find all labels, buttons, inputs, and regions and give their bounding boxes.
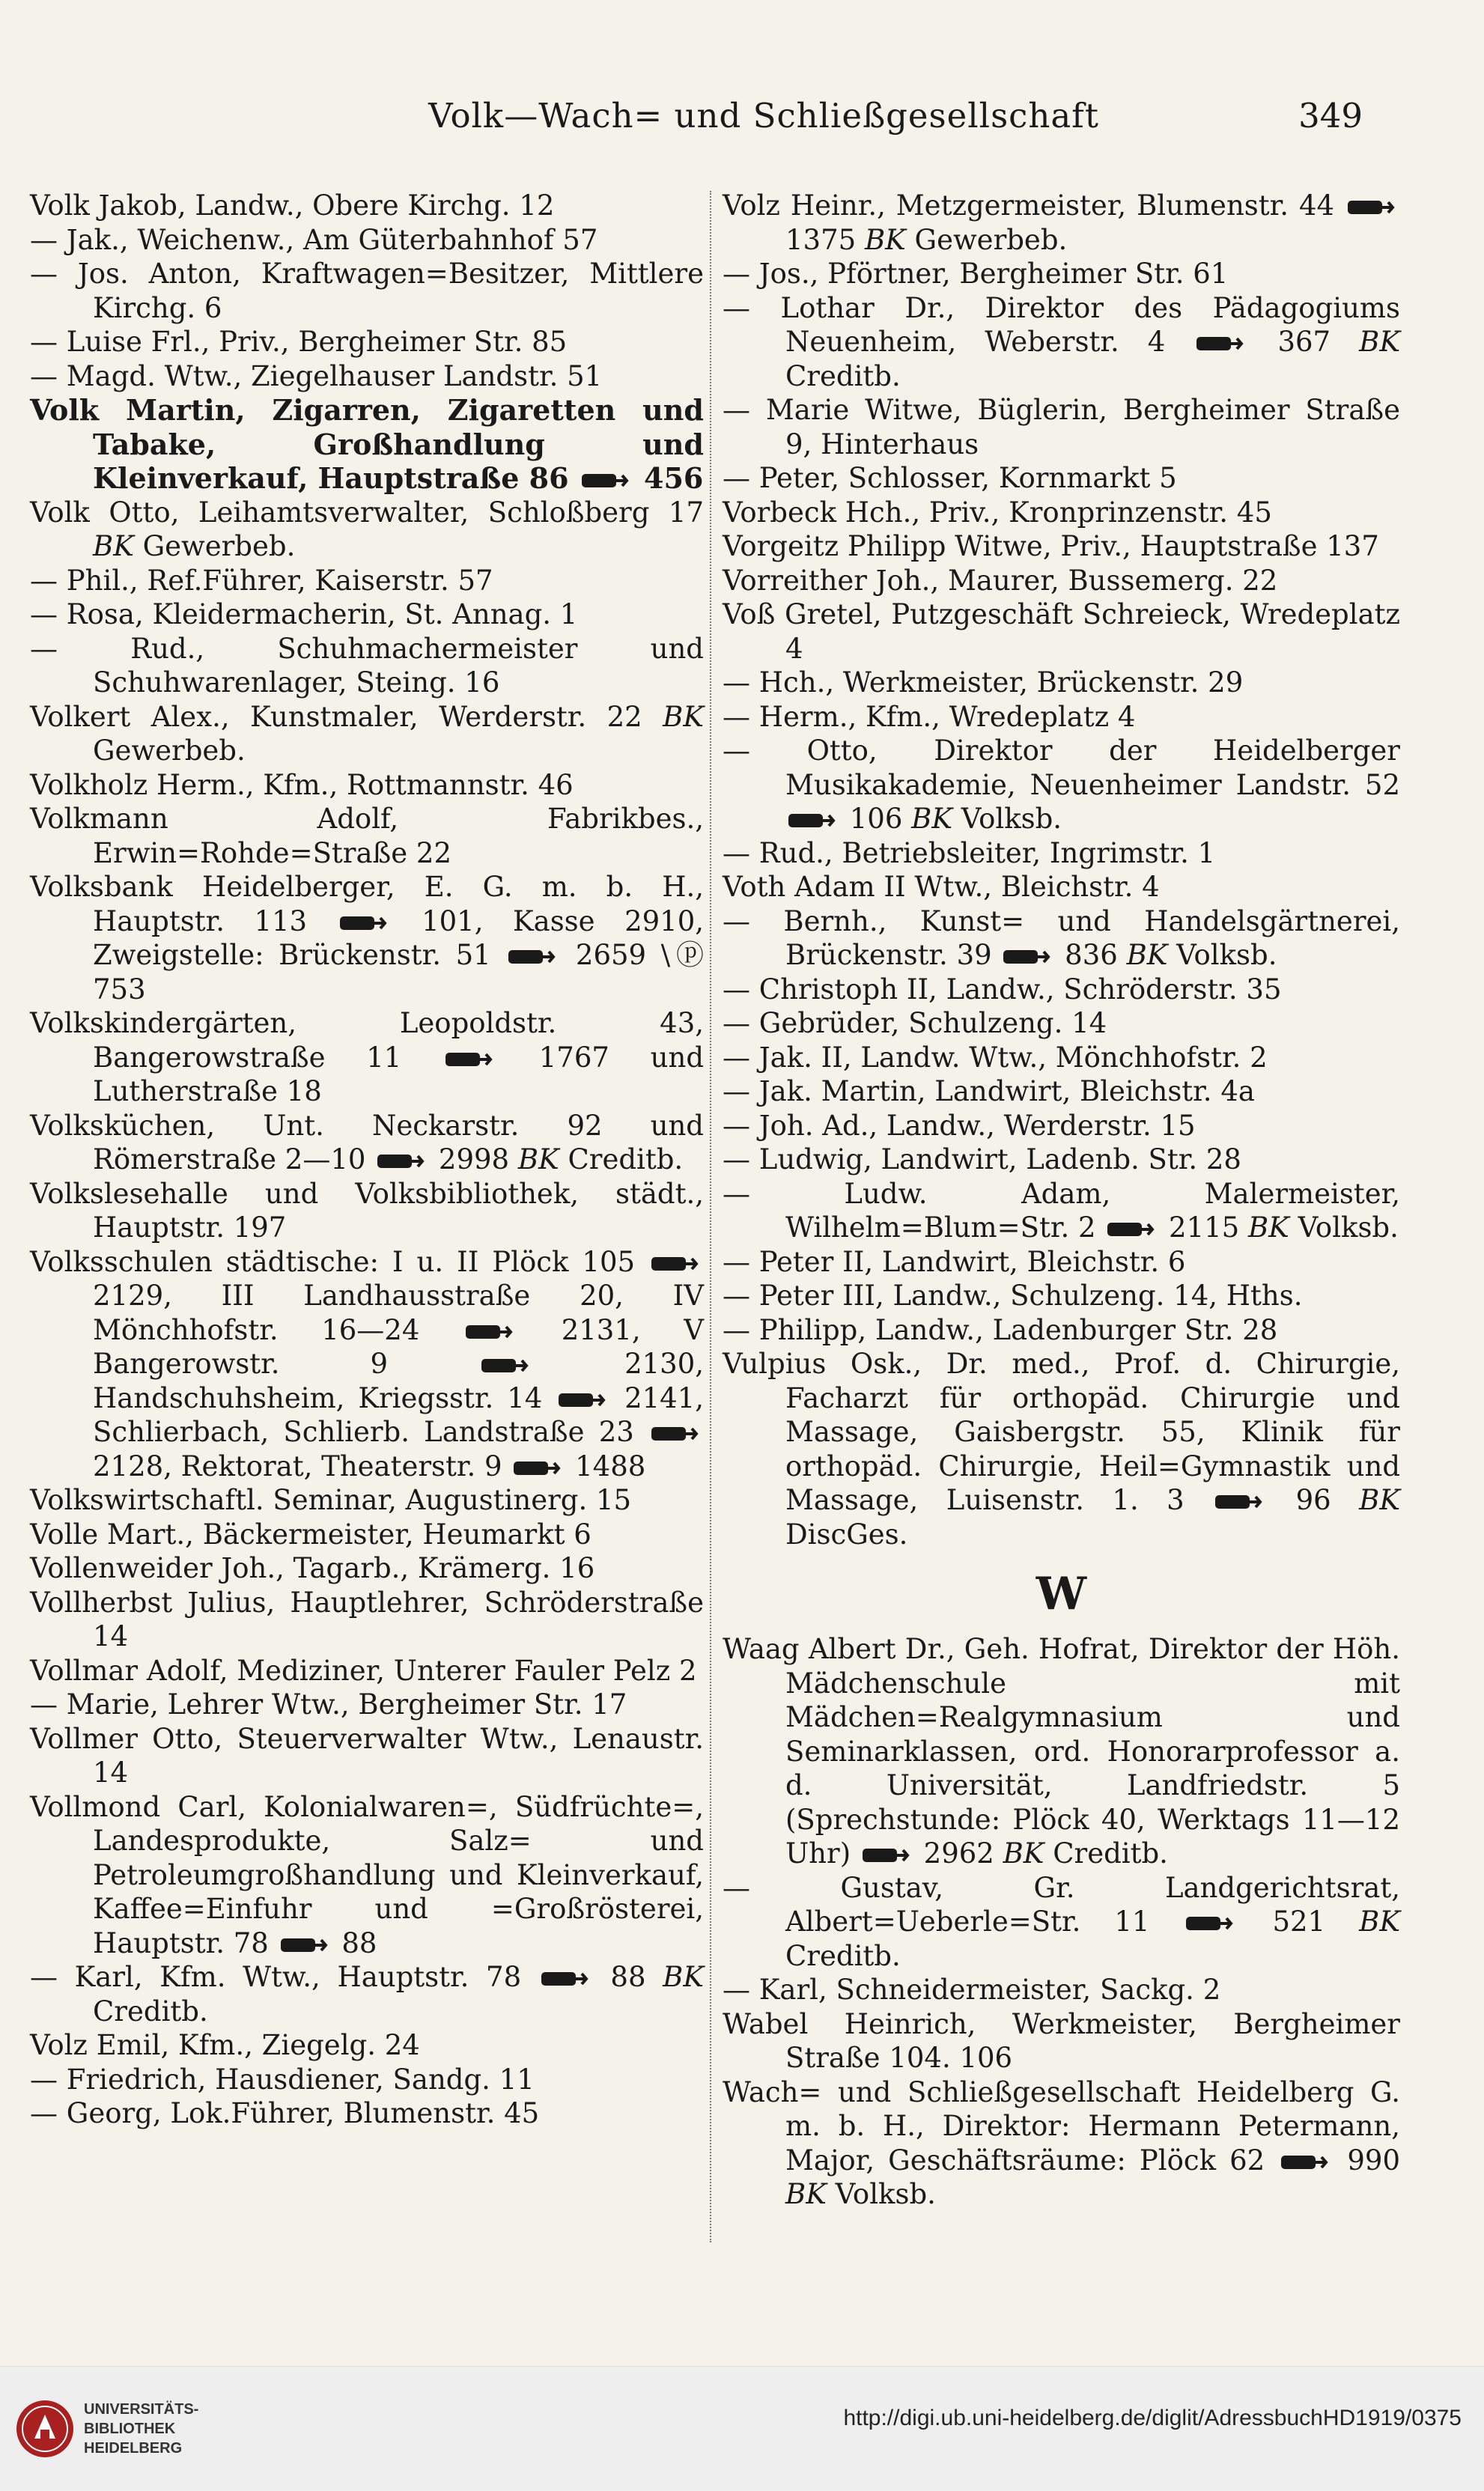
entry-text: — Jos. Anton, Kraftwagen=Besitzer, Mittlere Kirchg. 6 <box>30 258 704 324</box>
left-column <box>30 189 704 2131</box>
page-number: 349 <box>1298 96 1363 136</box>
telephone-icon <box>505 946 556 968</box>
entry-text: Vollmer Otto, Steuerverwalter Wtw., Lenaustr. 14 <box>30 1722 704 1789</box>
entry-text: Creditb. <box>1044 1837 1168 1870</box>
telephone-icon <box>860 1844 910 1867</box>
directory-entry <box>30 393 704 496</box>
entry-text: — Magd. Wtw., Ziegelhauser Landstr. 51 <box>30 359 603 392</box>
entry-text: 2141, Schlierbach, Schlierb. Landstraße 23 <box>93 1381 704 1448</box>
entry-text: Voth Adam II Wtw., Bleichstr. 4 <box>723 871 1160 903</box>
entry-text: Creditb. <box>785 1939 901 1972</box>
directory-entry <box>30 2063 704 2097</box>
entry-text: 753 <box>93 973 146 1006</box>
directory-entry <box>30 1960 704 2028</box>
entry-text: 2998 <box>430 1143 518 1175</box>
directory-entry <box>30 1688 704 1722</box>
bank-account-label: BK <box>663 1961 704 1993</box>
entry-text: Gewerbeb. <box>133 530 296 562</box>
entry-text: Volk Otto, Leihamtsverwalter, Schloßberg 17 <box>30 496 704 529</box>
entry-text: — Rosa, Kleidermacherin, St. Annag. 1 <box>30 598 578 630</box>
telephone-icon <box>579 469 630 492</box>
telephone-icon <box>785 809 836 832</box>
directory-entry <box>30 2096 704 2131</box>
directory-entry <box>30 223 704 258</box>
library-name: UNIVERSITÄTS- BIBLIOTHEK HEIDELBERG <box>84 2401 199 2457</box>
directory-entry <box>723 529 1400 564</box>
entry-text: 1488 <box>566 1450 646 1482</box>
column-divider <box>710 191 711 2242</box>
directory-entry <box>30 564 704 598</box>
directory-entry <box>723 189 1400 257</box>
bank-account-label: BK <box>517 1143 559 1175</box>
directory-entry <box>30 1790 704 1961</box>
directory-entry <box>30 1006 704 1109</box>
directory-entry <box>723 2007 1400 2075</box>
entry-text: Vollherbst Julius, Hauptlehrer, Schröderstraße 14 <box>30 1586 704 1652</box>
telephone-icon <box>648 1253 699 1275</box>
directory-entry <box>723 393 1400 461</box>
entry-text: — Jos., Pförtner, Bergheimer Str. 61 <box>723 258 1229 290</box>
entry-text: — Peter, Schlosser, Kornmarkt 5 <box>723 462 1177 494</box>
entry-text: — Gustav, Gr. Landgerichtsrat, Albert=Ueberle=Str. 11 <box>723 1871 1400 1938</box>
entry-text: Vollenweider Joh., Tagarb., Krämerg. 16 <box>30 1552 595 1584</box>
entry-text: Wabel Heinrich, Werkmeister, Bergheimer Straße 104. 106 <box>723 2007 1400 2074</box>
telephone-icon <box>1000 946 1051 968</box>
entry-text: 96 <box>1268 1484 1360 1516</box>
entry-text: Gewerbeb. <box>93 734 246 767</box>
directory-entry <box>30 189 704 223</box>
directory-entry <box>723 1347 1400 1551</box>
directory-entry <box>30 496 704 564</box>
directory-entry <box>723 973 1400 1007</box>
directory-entry <box>723 461 1400 496</box>
entry-text: 2131, V Bangerowstr. 9 <box>93 1313 704 1380</box>
entry-text: 367 <box>1249 326 1360 358</box>
telephone-icon <box>1183 1912 1234 1935</box>
source-url-link[interactable]: http://digi.ub.uni-heidelberg.de/diglit/AdressbuchHD1919/0375 <box>843 2406 1462 2430</box>
directory-entry <box>30 1109 704 1177</box>
directory-entry <box>723 2075 1400 2212</box>
directory-entry <box>723 496 1400 530</box>
entry-text: 456 <box>633 461 704 495</box>
entry-text: — Gebrüder, Schulzeng. 14 <box>723 1007 1107 1039</box>
entry-text: — Joh. Ad., Landw., Werderstr. 15 <box>723 1109 1196 1142</box>
entry-text: Gewerbeb. <box>905 223 1068 256</box>
entry-text: 2962 <box>914 1837 1003 1870</box>
entry-text: — Jak. II, Landw. Wtw., Mönchhofstr. 2 <box>723 1041 1268 1074</box>
entry-text: — Peter II, Landwirt, Bleichstr. 6 <box>723 1245 1186 1278</box>
entry-text: 990 <box>1334 2144 1400 2177</box>
entry-text: Vulpius Osk., Dr. med., Prof. d. Chirurgie, Facharzt für orthopäd. Chirurgie und Massage, Gaisbergstr. 55, Klinik für orthopäd. Chirurgie, Heil=Gymnastik und Massage, Luisenstr. 1. 3 <box>723 1348 1400 1516</box>
entry-text: 1375 <box>785 223 865 256</box>
directory-entry <box>723 564 1400 598</box>
directory-entry <box>30 1245 704 1484</box>
telephone-icon <box>374 1150 425 1172</box>
telephone-icon <box>511 1457 562 1479</box>
directory-entry <box>30 325 704 359</box>
directory-entry <box>30 2028 704 2063</box>
entry-text: Vorbeck Hch., Priv., Kronprinzenstr. 45 <box>723 496 1272 529</box>
library-seal-icon <box>13 2385 76 2473</box>
directory-entry <box>723 666 1400 700</box>
directory-entry <box>30 1483 704 1518</box>
entry-text: Creditb. <box>93 1995 208 2028</box>
directory-entry <box>30 768 704 803</box>
directory-entry <box>723 836 1400 871</box>
entry-text: Creditb. <box>785 359 901 392</box>
entry-text: Volz Heinr., Metzgermeister, Blumenstr. 44 <box>723 189 1345 222</box>
telephone-icon <box>278 1934 329 1956</box>
directory-entry <box>30 597 704 632</box>
directory-entry <box>723 597 1400 666</box>
entry-text: 101, Kasse 2910, Zweigstelle: Brückenstr. 51 <box>93 904 704 971</box>
telephone-icon <box>1345 196 1396 219</box>
entry-text: — Luise Frl., Priv., Bergheimer Str. 85 <box>30 326 568 358</box>
directory-entry <box>723 870 1400 904</box>
entry-text: — Karl, Kfm. Wtw., Hauptstr. 78 <box>30 1961 538 1993</box>
entry-text: 2128, Rektorat, Theaterstr. 9 <box>93 1450 511 1482</box>
telephone-icon <box>1104 1218 1155 1241</box>
entry-text: — Jak. Martin, Landwirt, Bleichstr. 4a <box>723 1075 1255 1107</box>
entry-text: Volkslesehalle und Volksbibliothek, städt., Hauptstr. 197 <box>30 1177 704 1244</box>
directory-entry <box>723 734 1400 836</box>
directory-entry <box>30 1518 704 1552</box>
entry-text: Creditb. <box>559 1143 684 1175</box>
telephone-icon <box>648 1423 699 1445</box>
entry-text: DiscGes. <box>785 1518 908 1551</box>
directory-entry <box>723 1177 1400 1245</box>
entry-text: — Georg, Lok.Führer, Blumenstr. 45 <box>30 2097 540 2129</box>
entry-text: — Lothar Dr., Direktor des Pädagogiums Neuenheim, Weberstr. 4 <box>723 291 1400 358</box>
bank-account-label: BK <box>1126 939 1168 971</box>
directory-entry <box>723 291 1400 394</box>
telephone-icon <box>478 1354 529 1377</box>
right-column <box>723 189 1400 2212</box>
bank-account-label: BK <box>663 700 704 733</box>
entry-text: Wach= und Schließgesellschaft Heidelberg G. m. b. H., Direktor: Hermann Petermann, Major, Geschäftsräume: Plöck 62 <box>723 2075 1400 2177</box>
bank-account-label: BK <box>1359 1484 1400 1516</box>
directory-entry <box>30 1586 704 1654</box>
directory-entry <box>30 359 704 394</box>
entry-text: Volksschulen städtische: I u. II Plöck 105 <box>30 1245 648 1278</box>
directory-entry <box>30 802 704 870</box>
entry-text: 521 <box>1238 1905 1360 1938</box>
entry-text: Volksb. <box>1289 1211 1399 1244</box>
section-letter: W <box>1036 1568 1087 1620</box>
directory-entry <box>723 700 1400 734</box>
entry-text: 836 <box>1056 939 1127 971</box>
entry-text: Volkswirtschaftl. Seminar, Augustinerg. 15 <box>30 1484 632 1516</box>
directory-entry <box>30 1722 704 1790</box>
entry-text: — Karl, Schneidermeister, Sackg. 2 <box>723 1974 1221 2006</box>
directory-entry <box>30 700 704 768</box>
entry-text: — Ludwig, Landwirt, Ladenb. Str. 28 <box>723 1143 1241 1175</box>
directory-entry <box>30 1177 704 1245</box>
entry-text: 88 <box>332 1926 377 1959</box>
entry-text: — Christoph II, Landw., Schröderstr. 35 <box>723 973 1282 1006</box>
directory-entry <box>723 1143 1400 1177</box>
viewer-footer <box>0 2366 1484 2491</box>
entry-text: — Hch., Werkmeister, Brückenstr. 29 <box>723 666 1244 699</box>
telephone-icon <box>443 1048 493 1071</box>
telephone-icon <box>556 1389 606 1411</box>
telephone-icon <box>1278 2151 1329 2174</box>
bank-account-label: BK <box>785 2178 827 2210</box>
directory-entry <box>30 257 704 325</box>
running-header: Volk—Wach= und Schließgesellschaft <box>428 96 1099 136</box>
directory-entry <box>723 904 1400 973</box>
entry-text: Volksb. <box>826 2178 936 2210</box>
directory-entry <box>723 1109 1400 1143</box>
directory-entry <box>723 1632 1400 1871</box>
entry-text: Volle Mart., Bäckermeister, Heumarkt 6 <box>30 1518 592 1551</box>
entry-text: Volksb. <box>1167 939 1277 971</box>
directory-entry <box>723 1041 1400 1075</box>
entry-text: — Marie Witwe, Büglerin, Bergheimer Straße 9, Hinterhaus <box>723 394 1400 460</box>
directory-entry <box>723 1074 1400 1109</box>
entry-text: Voß Gretel, Putzgeschäft Schreieck, Wredeplatz 4 <box>723 598 1400 665</box>
directory-entry <box>723 1973 1400 2007</box>
entry-text: Volkholz Herm., Kfm., Rottmannstr. 46 <box>30 768 574 801</box>
entry-text: Volk Martin, Zigarren, Zigaretten und Tabake, Großhandlung und Kleinverkauf, Hauptstraße 86 <box>30 393 704 495</box>
entry-text: 1767 und Lutherstraße 18 <box>93 1041 704 1107</box>
entry-text: — Jak., Weichenw., Am Güterbahnhof 57 <box>30 223 598 256</box>
directory-entry <box>723 257 1400 291</box>
entry-text: Volksküchen, Unt. Neckarstr. 92 und Römerstraße 2—10 <box>30 1109 704 1175</box>
entry-text: — Philipp, Landw., Ladenburger Str. 28 <box>723 1313 1278 1346</box>
bank-account-label: BK <box>93 530 134 562</box>
entry-text: Volkmann Adolf, Fabrikbes., Erwin=Rohde=Straße 22 <box>30 803 704 869</box>
bank-account-label: BK <box>1359 326 1400 358</box>
entry-text: Volk Jakob, Landw., Obere Kirchg. 12 <box>30 189 555 222</box>
entry-text: Volz Emil, Kfm., Ziegelg. 24 <box>30 2029 420 2061</box>
bank-account-label: BK <box>1359 1905 1400 1938</box>
entry-text: — Phil., Ref.Führer, Kaiserstr. 57 <box>30 564 493 597</box>
directory-entry <box>723 1006 1400 1041</box>
entry-text: — Otto, Direktor der Heidelberger Musikakademie, Neuenheimer Landstr. 52 <box>723 734 1400 801</box>
entry-text: Volksbank Heidelberger, E. G. m. b. H., Hauptstr. 113 <box>30 871 704 937</box>
postal-check-icon: \ⓟ <box>660 939 704 971</box>
entry-text: 106 <box>841 803 912 835</box>
telephone-icon <box>1212 1491 1263 1513</box>
directory-entry <box>723 1871 1400 1974</box>
entry-text: 2129, III Landhausstraße 20, IV Mönchhofstr. 16—24 <box>93 1280 704 1346</box>
entry-text: Vollmar Adolf, Mediziner, Unterer Fauler Pelz 2 <box>30 1654 697 1687</box>
entry-text: Vollmond Carl, Kolonialwaren=, Südfrüchte=, Landesprodukte, Salz= und Petroleumgroßhandlung und Kleinverkauf, Kaffee=Einfuhr und =Großrösterei, Hauptstr. 78 <box>30 1790 704 1959</box>
directory-entry <box>30 870 704 1006</box>
bank-account-label: BK <box>1003 1837 1044 1870</box>
directory-entry <box>723 1279 1400 1313</box>
entry-text: Volkskindergärten, Leopoldstr. 43, Bangerowstraße 11 <box>30 1007 704 1074</box>
entry-text: Vorreither Joh., Maurer, Bussemerg. 22 <box>723 564 1278 597</box>
telephone-icon <box>463 1321 514 1343</box>
entry-text: Volksb. <box>952 803 1062 835</box>
entry-text: Vorgeitz Philipp Witwe, Priv., Hauptstraße 137 <box>723 530 1379 562</box>
entry-text: — Friedrich, Hausdiener, Sandg. 11 <box>30 2063 535 2096</box>
telephone-icon <box>1193 332 1244 355</box>
entry-text: 2115 <box>1160 1211 1248 1244</box>
entry-text: Waag Albert Dr., Geh. Hofrat, Direktor der Höh. Mädchenschule mit Mädchen=Realgymnasium und Seminarklassen, ord. Honorarprofessor a. d. Universität, Landfriedstr. 5 (Sprechstunde: Plöck 40, Werktags 11—12 Uhr) <box>723 1633 1400 1870</box>
entry-text: 2659 <box>561 939 661 971</box>
entry-text: 2130, Handschuhsheim, Kriegsstr. 14 <box>93 1348 704 1414</box>
entry-text: — Bernh., Kunst= und Handelsgärtnerei, Brückenstr. 39 <box>723 904 1400 971</box>
telephone-icon <box>538 1968 589 1990</box>
bank-account-label: BK <box>911 803 952 835</box>
directory-entry <box>723 1245 1400 1280</box>
entry-text: — Rud., Betriebsleiter, Ingrimstr. 1 <box>723 836 1216 869</box>
directory-entry <box>30 632 704 700</box>
bank-account-label: BK <box>1247 1211 1289 1244</box>
entry-text: — Rud., Schuhmachermeister und Schuhwarenlager, Steing. 16 <box>30 632 704 699</box>
telephone-icon <box>337 912 388 934</box>
entry-text: Volkert Alex., Kunstmaler, Werderstr. 22 <box>30 700 663 733</box>
entry-text: — Ludw. Adam, Malermeister, Wilhelm=Blum=Str. 2 <box>723 1177 1400 1244</box>
directory-entry <box>30 1551 704 1586</box>
entry-text: — Marie, Lehrer Wtw., Bergheimer Str. 17 <box>30 1688 627 1721</box>
directory-entry <box>723 1313 1400 1348</box>
entry-text: 88 <box>593 1961 663 1993</box>
entry-text: — Peter III, Landw., Schulzeng. 14, Hths. <box>723 1280 1303 1312</box>
entry-text: — Herm., Kfm., Wredeplatz 4 <box>723 700 1136 733</box>
directory-entry <box>30 1654 704 1688</box>
bank-account-label: BK <box>864 223 906 256</box>
